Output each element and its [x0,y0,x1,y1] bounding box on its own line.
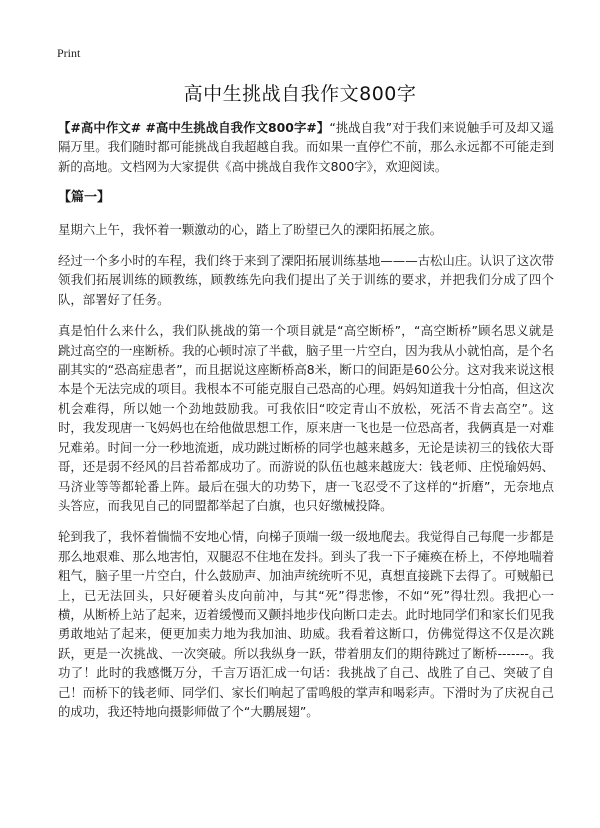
intro-paragraph [58,118,554,176]
print-link[interactable]: Print [57,46,81,60]
intro-text: “挑战自我”对于我们来说触手可及却又遥隔万里。我们随时都可能挑战自我超越自我。而如果一直停伫不前，那么永远都不可能走到新的高地。文档网为大家提供《高中挑战自我作文800字》，欢迎阅读。 [58,120,554,174]
section-heading: 【篇一】 [58,190,111,206]
article-body [58,118,554,733]
page-title: 高中生挑战自我作文800字 [183,83,417,105]
paragraph-4: 轮到我了，我怀着惴惴不安地心情，向梯子顶端一级一级地爬去。我觉得自己每爬一步都是那么地艰难、那么地害怕，双腿忍不住地在发抖。到头了我一下子瘫痪在桥上，不停地喘着粗气，脑子里一片空白，什么鼓励声、加油声统统听不见，真想直接跳下去得了。可贼船已上，已无法回头，只好硬着头皮向前冲，与其“死”得悲惨，不如“死”得壮烈。我把心一横，从断桥上站了起来，迈着缓慢而又颤抖地步伐向断口走去。此时地同学们和家长们见我勇敢地站了起来，便更加卖力地为我加油、助威。我看着这断口，仿佛觉得这不仅是次跳跃，更是一次挑战、一次突破。所以我纵身一跃，带着朋友们的期待跳过了断桥-------。我功了！此时的我感慨万分，千言万语汇成一句话：我挑战了自己、战胜了自己、突破了自己！而桥下的钱老师、同学们、家长们响起了雷鸣般的掌声和喝彩声。下滑时为了庆祝自己的成功，我还特地向摄影师做了个“大鹏展翅”。 [58,529,554,719]
paragraph-3: 真是怕什么来什么，我们队挑战的第一个项目就是“高空断桥”，“高空断桥”顾名思义就是跳过高空的一座断桥。我的心顿时凉了半截，脑子里一片空白，因为我从小就怕高，是个名副其实的“恐高症患者”，而且据说这座断桥高8米，断口的间距是60公分。这对我来说这根本是个无法完成的项目。我根本不可能克服自己恐高的心理。妈妈知道我十分怕高，但这次机会难得，所以她一个劲地鼓励我。可我依旧“咬定青山不放松，死活不肯去高空”。这时，我发现唐一飞妈妈也在给他做思想工作，原来唐一飞也是一位恐高者，我俩真是一对难兄难弟。时间一分一秒地流逝，成功跳过断桥的同学也越来越多，无论是读初三的钱依大哥哥，还是弱不经风的吕苔希都成功了。而游说的队伍也越来越庞大：钱老师、庄悦瑜妈妈、马济业等等都轮番上阵。最后在强大的功势下，唐一飞忍受不了这样的“折磨”，无奈地点头答应，而我见自己的同盟都举起了白旗，也只好缴械投降。 [58,323,554,513]
intro-tag[interactable]: 【#高中作文# #高中生挑战自我作文800字#】 [58,120,330,135]
paragraph-1: 星期六上午，我怀着一颗激动的心，踏上了盼望已久的溧阳拓展之旅。 [58,221,443,237]
paragraph-2: 经过一个多小时的车程，我们终于来到了溧阳拓展训练基地———古松山庄。认识了这次带领我们拓展训练的顾教练，顾教练先向我们提出了关于训练的要求，并把我们分成了四个队，部署好了任务。 [58,253,554,307]
